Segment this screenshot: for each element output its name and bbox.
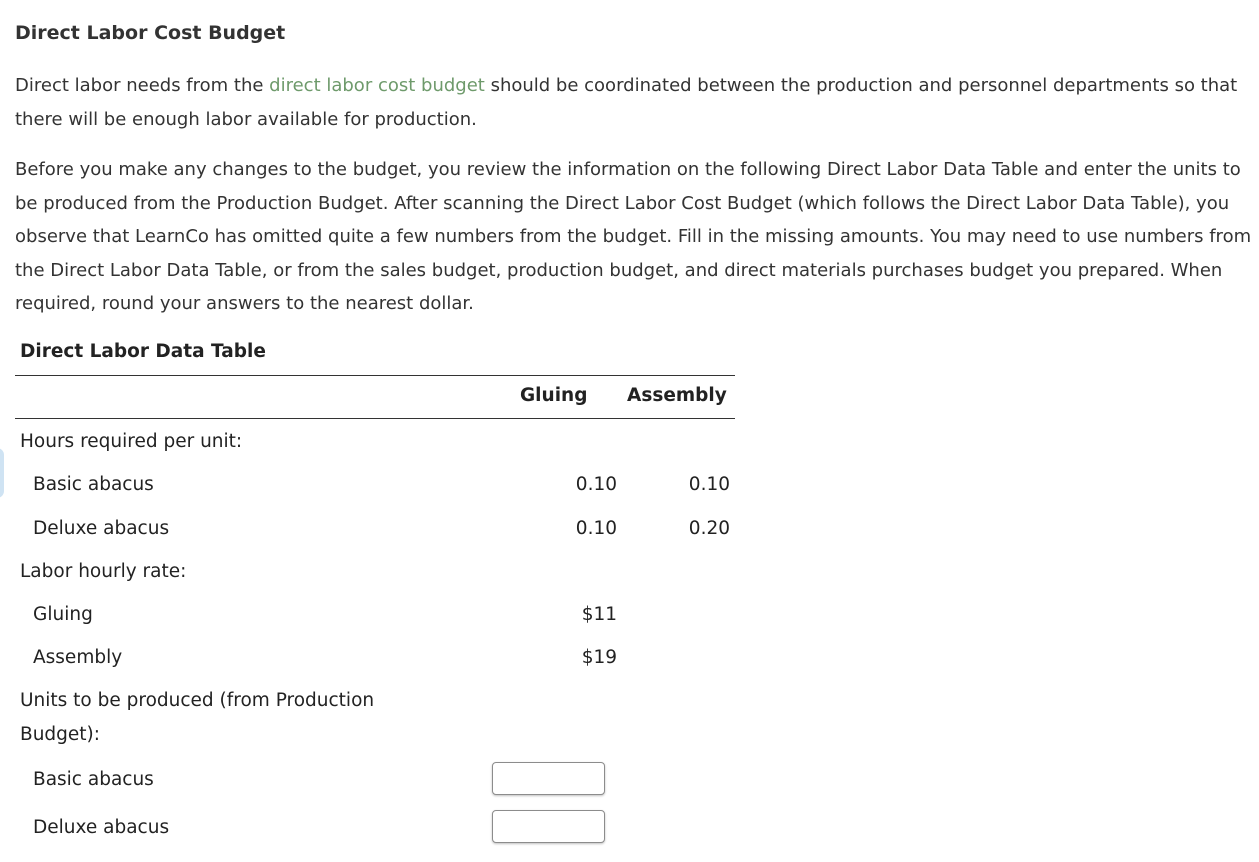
cell-hours-basic-assembly: 0.10 (688, 474, 730, 495)
row-label-units-basic: Basic abacus (33, 769, 154, 790)
column-header-assembly: Assembly (627, 385, 727, 406)
row-label-hours-deluxe: Deluxe abacus (33, 518, 170, 539)
units-basic-input[interactable] (492, 762, 605, 795)
table-header-rule (15, 418, 735, 419)
instructions-paragraph: Before you make any changes to the budget, you review the information on the following Direct Labor Data Table and enter the units to be produced from the Production Budget. After scanning the Direct Labor Cost Budget (which follows the Direct Labor Data Table), you observe that LearnCo has omitted quite a few numbers from the budget. Fill in the missing amounts. You may need to use numbers from the Direct Labor Data Table, or from the sales budget, production budget, and direct materials purchases budget you prepared. When required, round your answers to the nearest dollar. (15, 159, 1252, 314)
intro-text-after: should be coordinated between the production and personnel departments so that there will be enough labor available for production. (15, 75, 1238, 130)
row-label-rate-assembly: Assembly (33, 647, 123, 668)
direct-labor-cost-budget-link[interactable]: direct labor cost budget (269, 75, 485, 96)
side-accent-bar (0, 448, 4, 498)
section-hours-required: Hours required per unit: (20, 431, 243, 452)
row-label-units-deluxe: Deluxe abacus (33, 817, 170, 838)
section-units-line1: Units to be produced (from Production (20, 690, 375, 711)
cell-hours-deluxe-gluing: 0.10 (575, 518, 617, 539)
cell-rate-assembly: $19 (581, 647, 617, 668)
row-label-rate-gluing: Gluing (33, 604, 93, 625)
section-labor-hourly-rate: Labor hourly rate: (20, 561, 187, 582)
cell-hours-basic-gluing: 0.10 (575, 474, 617, 495)
page-title: Direct Labor Cost Budget (15, 22, 286, 44)
cell-rate-gluing: $11 (581, 604, 617, 625)
intro-paragraph (15, 69, 1255, 136)
intro-text-before: Direct labor needs from the (15, 75, 270, 96)
table-top-rule (15, 375, 735, 376)
row-label-hours-basic: Basic abacus (33, 474, 154, 495)
section-units-line2: Budget): (20, 724, 100, 745)
table-title: Direct Labor Data Table (20, 341, 266, 362)
cell-hours-deluxe-assembly: 0.20 (688, 518, 730, 539)
units-deluxe-input[interactable] (492, 810, 605, 843)
column-header-gluing: Gluing (520, 385, 588, 406)
